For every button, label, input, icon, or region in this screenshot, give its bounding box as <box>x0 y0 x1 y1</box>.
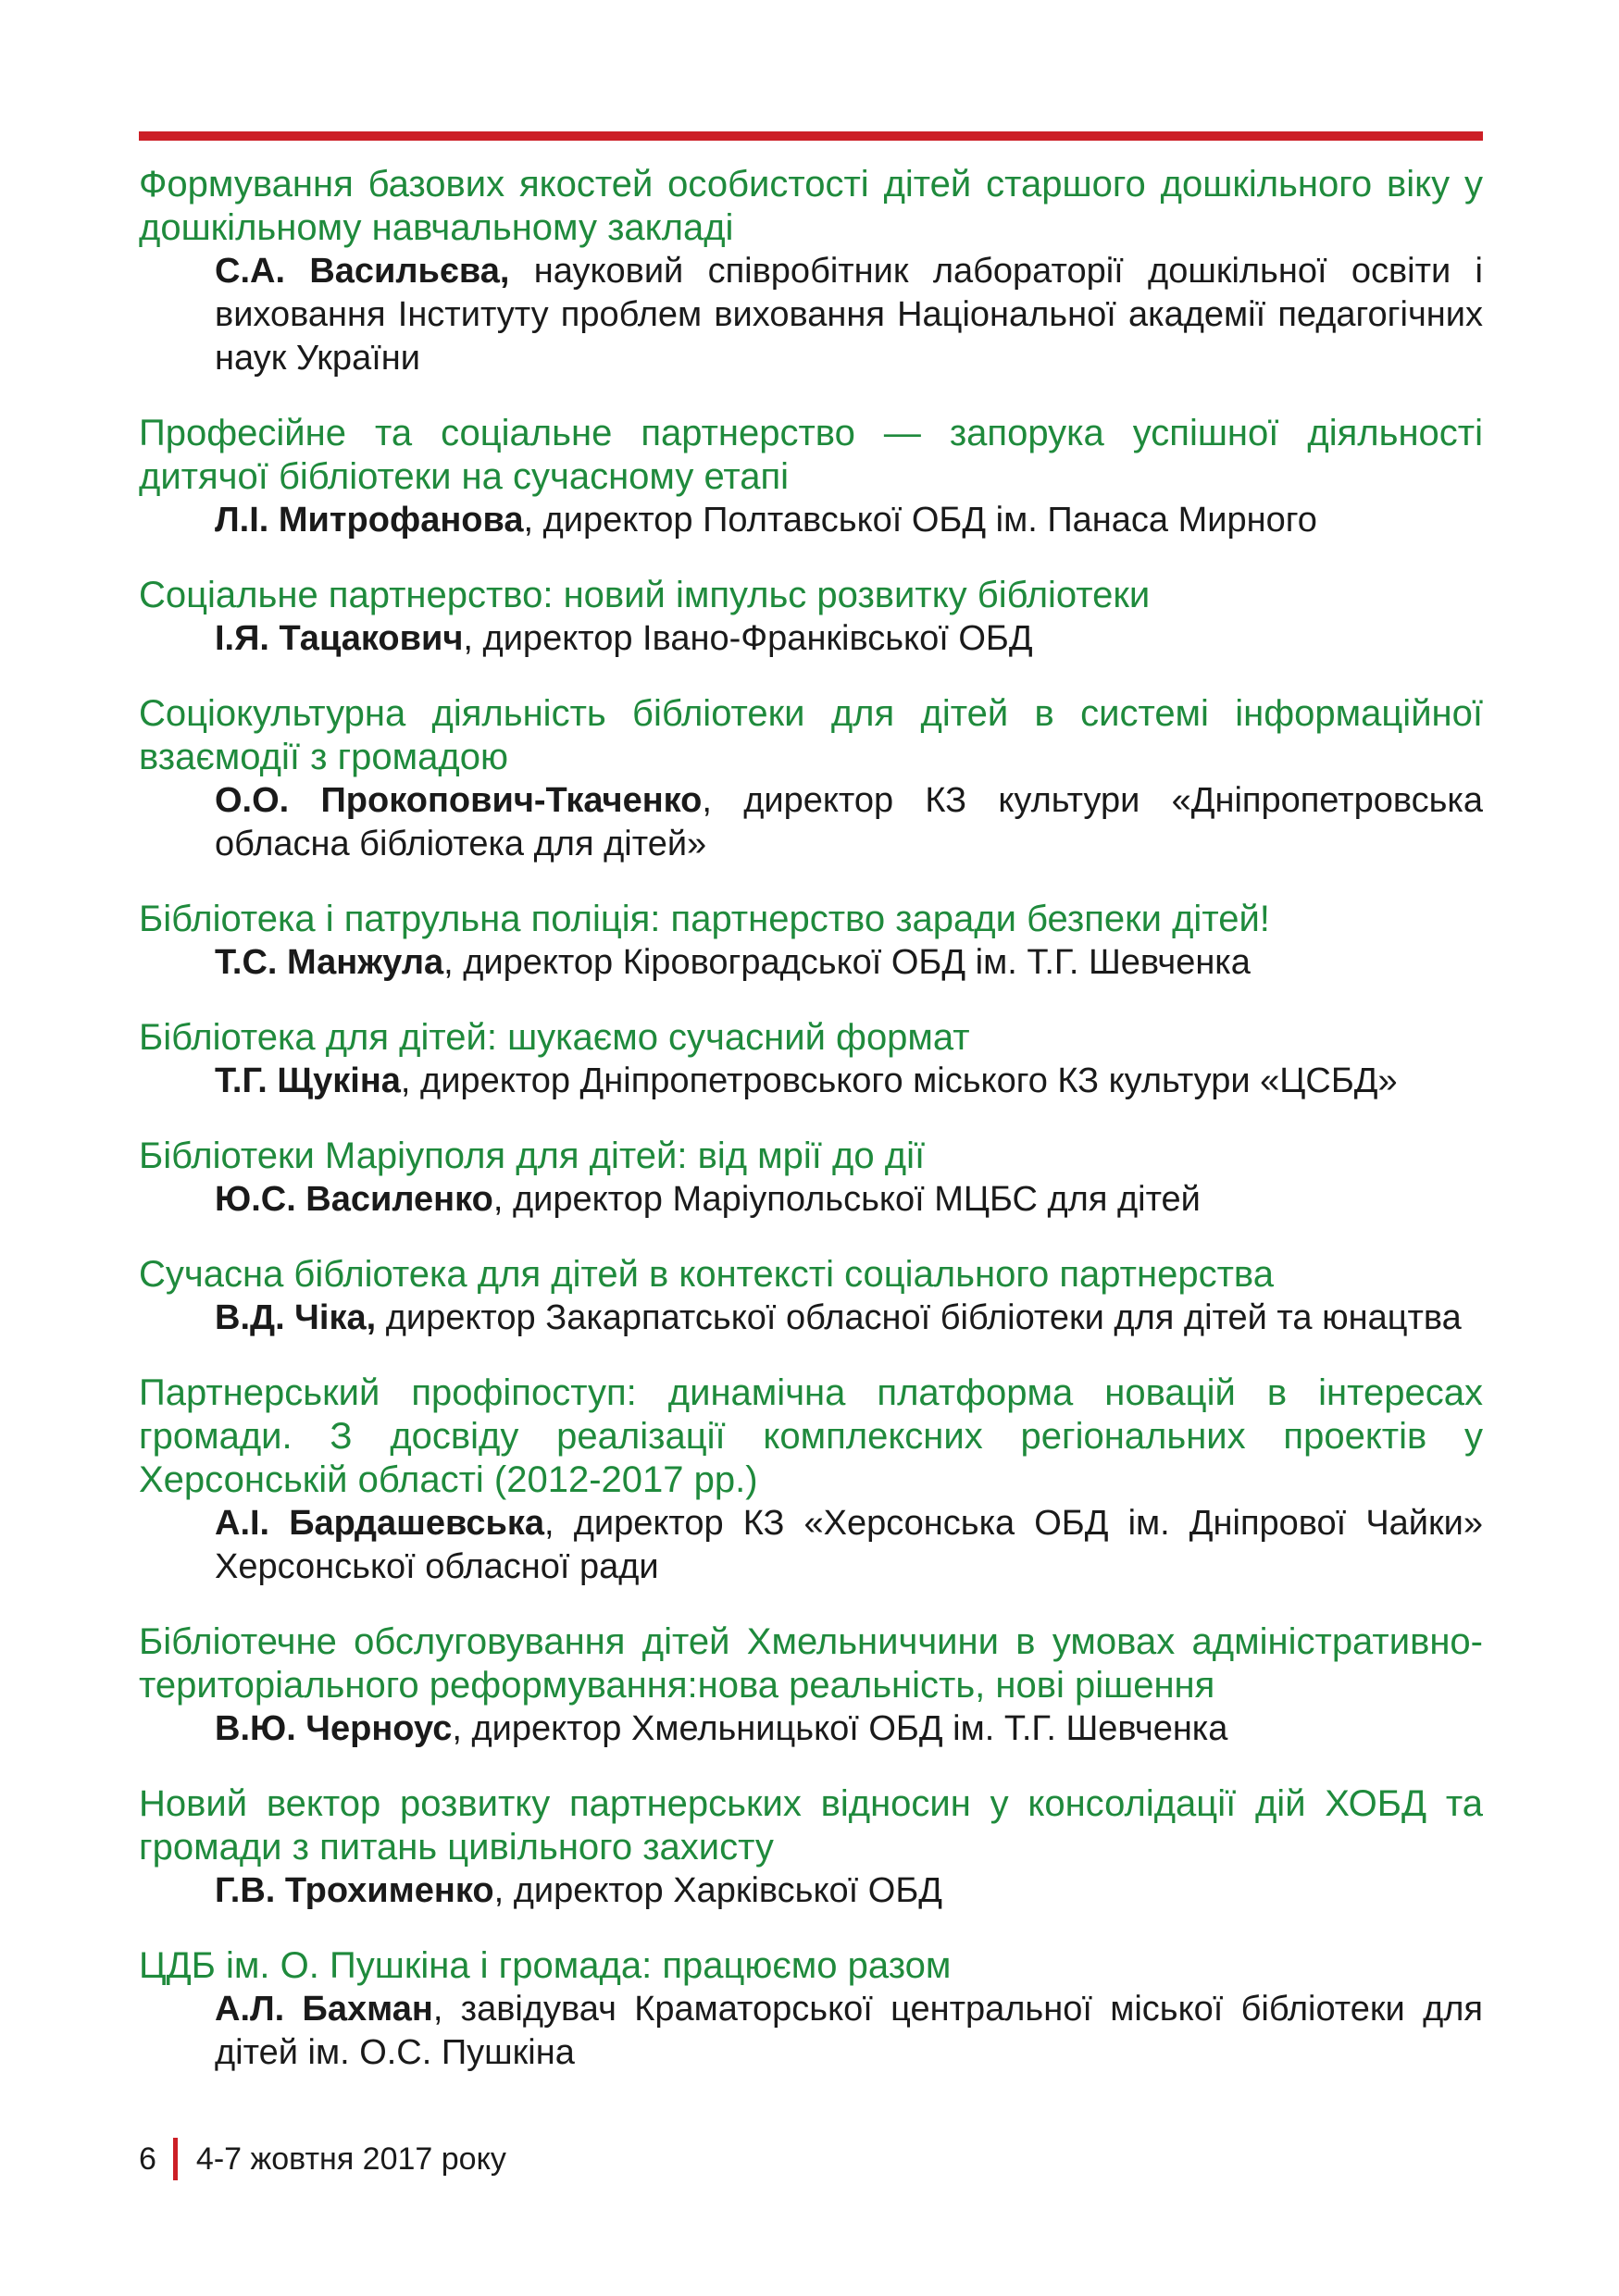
speaker-line <box>215 941 1483 985</box>
speaker-role: , директор Маріупольської МЦБС для дітей <box>492 1180 1201 1219</box>
speaker-role: , директор Хмельницької ОБД ім. Т.Г. Шевченка <box>452 1709 1228 1748</box>
speaker-name: Т.Г. Щукіна <box>215 1061 401 1100</box>
page-footer <box>139 2136 506 2182</box>
speaker-line <box>215 499 1483 542</box>
speaker-name: І.Я. Тацакович <box>215 619 464 658</box>
speaker-role: , директор Івано-Франківської ОБД <box>463 619 1033 658</box>
talk-title: Сучасна бібліотека для дітей в контексті соціального партнерства <box>139 1254 1274 1295</box>
footer-divider <box>173 2138 178 2180</box>
speaker-line <box>215 1869 1483 1913</box>
speaker-line <box>215 1707 1483 1751</box>
program-entry <box>139 1135 1483 1222</box>
speaker-line <box>215 779 1483 866</box>
talk-title: Партнерський профіпоступ: динамічна платформа новацій в інтересах громади. З досвіду реалізації комплексних регіональних проектів у Херсонській області (2012-2017 рр.) <box>139 1372 1483 1500</box>
speaker-name: Т.С. Манжула <box>215 943 444 982</box>
talk-title: Формування базових якостей особистості дітей старшого дошкільного віку у дошкільному навчальному закладі <box>139 164 1483 248</box>
speaker-role: директор Закарпатської обласної бібліотеки для дітей та юнацтва <box>376 1298 1462 1337</box>
program-entries <box>139 163 1483 2106</box>
speaker-line <box>215 617 1483 661</box>
program-entry <box>139 1944 1483 2075</box>
talk-title: ЦДБ ім. О. Пушкіна і громада: працюємо разом <box>139 1945 952 1986</box>
speaker-line <box>215 1297 1483 1340</box>
speaker-role: , директор КЗ культури «Дніпропетровська обласна бібліотека для дітей» <box>215 781 1484 863</box>
speaker-role: , директор КЗ «Херсонська ОБД ім. Дніпрової Чайки» Херсонської обласної ради <box>215 1504 1483 1586</box>
speaker-name: В.Ю. Черноус <box>215 1709 453 1748</box>
program-entry <box>139 412 1483 542</box>
talk-title: Бібліотечне обслуговування дітей Хмельниччини в умовах адміністративно-територіального реформування:нова реальність, нові рішення <box>139 1621 1483 1706</box>
speaker-role: , директор Дніпропетровського міського КЗ культури «ЦСБД» <box>400 1061 1398 1100</box>
speaker-line <box>215 1178 1483 1222</box>
program-entry <box>139 692 1483 866</box>
talk-title: Бібліотека для дітей: шукаємо сучасний формат <box>139 1017 970 1058</box>
program-entry <box>139 1782 1483 1913</box>
page-number: 6 <box>139 2141 156 2177</box>
program-entry <box>139 163 1483 380</box>
talk-title: Новий вектор розвитку партнерських відносин у консолідації дій ХОБД та громади з питань цивільного захисту <box>139 1783 1483 1868</box>
program-entry <box>139 1016 1483 1103</box>
speaker-role: , завідувач Краматорської центральної міської бібліотеки для дітей ім. О.С. Пушкіна <box>215 1990 1483 2072</box>
program-entry <box>139 1371 1483 1589</box>
speaker-name: А.Л. Бахман <box>215 1990 433 2029</box>
program-entry <box>139 898 1483 985</box>
program-entry <box>139 574 1483 661</box>
top-red-rule <box>139 131 1483 141</box>
speaker-line <box>215 1060 1483 1103</box>
speaker-role: , директор Кіровоградської ОБД ім. Т.Г. Шевченка <box>443 943 1251 982</box>
speaker-name: Л.І. Митрофанова <box>215 501 524 540</box>
speaker-name: Ю.С. Василенко <box>215 1180 493 1219</box>
speaker-line <box>215 1502 1483 1589</box>
speaker-name: Г.В. Трохименко <box>215 1871 494 1910</box>
program-entry <box>139 1253 1483 1340</box>
speaker-role: , директор Полтавської ОБД ім. Панаса Мирного <box>523 501 1317 540</box>
speaker-role: науковий співробітник лабораторії дошкільної освіти і виховання Інституту проблем виховання Національної академії педагогічних наук України <box>215 252 1484 378</box>
event-dates: 4-7 жовтня 2017 року <box>195 2141 506 2177</box>
speaker-role: , директор Харківської ОБД <box>493 1871 942 1910</box>
program-entry <box>139 1620 1483 1751</box>
speaker-name: О.О. Прокопович-Ткаченко <box>215 781 703 820</box>
talk-title: Соціокультурна діяльність бібліотеки для дітей в системі інформаційної взаємодії з громадою <box>139 693 1483 777</box>
talk-title: Бібліотека і патрульна поліція: партнерство заради безпеки дітей! <box>139 899 1270 939</box>
talk-title: Соціальне партнерство: новий імпульс розвитку бібліотеки <box>139 575 1151 615</box>
speaker-name: А.І. Бардашевська <box>215 1504 545 1543</box>
talk-title: Професійне та соціальне партнерство — запорука успішної діяльності дитячої бібліотеки на сучасному етапі <box>139 413 1483 497</box>
speaker-name: В.Д. Чіка, <box>215 1298 377 1337</box>
talk-title: Бібліотеки Маріуполя для дітей: від мрії до дії <box>139 1136 926 1176</box>
speaker-line <box>215 250 1483 380</box>
speaker-name: С.А. Васильєва, <box>215 252 510 291</box>
speaker-line <box>215 1988 1483 2075</box>
